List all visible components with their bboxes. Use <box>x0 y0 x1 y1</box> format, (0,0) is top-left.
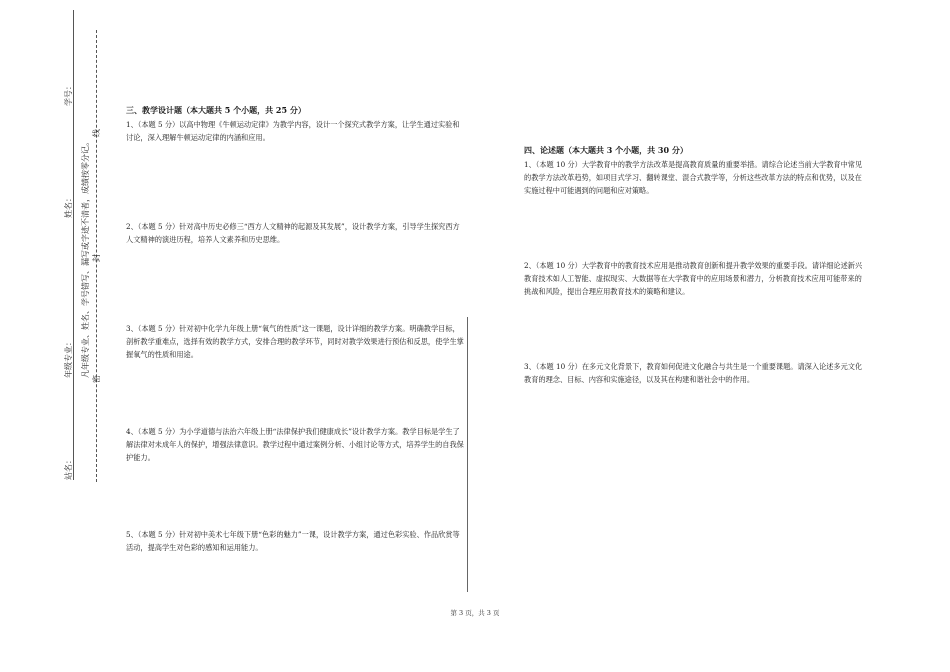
margin-notice: 凡年级专业、姓名、学号错写、漏写或字迹不清者，成绩按零分记。 <box>81 138 90 378</box>
question-4-2: 2、（本题 10 分）大学教育中的教育技术应用是推动教育创新和提升教学效果的重要手段。请详细论述新兴教育技术如人工智能、虚拟现实、大数据等在大学教育中的应用场景和潜力，分析教育技术应用可能带来的挑战和风险，提出合理应用教育技术的策略和建议。 <box>524 261 863 296</box>
question-4-1: 1、（本题 10 分）大学教育中的教学方法改革是提高教育质量的重要举措。请综合论述当前大学教育中常见的教学方法改革趋势，如项目式学习、翻转课堂、混合式教学等，分析这些改革方法的特点和优势，以及在实施过程中可能遇到的问题和应对策略。 <box>524 160 863 195</box>
margin-label-grade-major: 年级专业： <box>64 338 73 378</box>
section-4 <box>524 144 864 386</box>
question-3-1: 1、（本题 5 分）以高中物理《牛顿运动定律》为教学内容，设计一个探究式教学方案，让学生通过实验和讨论，深入理解牛顿运动定律的内涵和应用。 <box>126 120 460 142</box>
page-number: 第 3 页，共 3 页 <box>450 609 500 617</box>
margin-line-outer <box>73 10 74 480</box>
section-4-title: 四、论述题（本大题共 3 个小题，共 30 分） <box>524 145 688 155</box>
question-3-5: 5、（本题 5 分）针对初中美术七年级下册“色彩的魅力”一课，设计教学方案，通过色彩实验、作品欣赏等活动，提高学生对色彩的感知和运用能力。 <box>126 530 460 552</box>
column-divider <box>467 317 468 592</box>
margin-mark-xian: 线 <box>92 129 101 137</box>
question-3-3: 3、（本题 5 分）针对初中化学九年级上册“氧气的性质”这一课题，设计详细的教学方案。明确教学目标，剖析教学重难点，选择有效的教学方式，安排合理的教学环节，同时对教学效果进行预估和反思，使学生掌握氧气的性质和用途。 <box>126 324 464 359</box>
section-3 <box>126 104 464 554</box>
margin-label-station: 站名： <box>64 456 73 480</box>
question-3-4: 4、（本题 5 分）为小学道德与法治六年级上册“法律保护我们健康成长”设计教学方案。教学目标是学生了解法律对未成年人的保护，增强法律意识。教学过程中通过案例分析、小组讨论等方式，培养学生的自我保护能力。 <box>126 427 464 462</box>
question-4-3: 3、（本题 10 分）在多元文化背景下，教育如何促进文化融合与共生是一个重要课题。请深入论述多元文化教育的理念、目标、内容和实施途径，以及其在构建和谐社会中的作用。 <box>524 362 863 384</box>
margin-label-student-id: 学号： <box>64 82 73 106</box>
binding-margin <box>0 0 110 672</box>
margin-label-name: 姓名： <box>64 194 73 218</box>
section-3-title: 三、教学设计题（本大题共 5 个小题，共 25 分） <box>126 105 306 115</box>
question-3-2: 2、（本题 5 分）针对高中历史必修三“西方人文精神的起源及其发展”，设计教学方案，引导学生探究西方人文精神的演进历程，培养人文素养和历史思维。 <box>126 222 460 244</box>
margin-mark-feng: 封 <box>92 254 101 262</box>
margin-mark-mi: 密 <box>92 375 101 383</box>
